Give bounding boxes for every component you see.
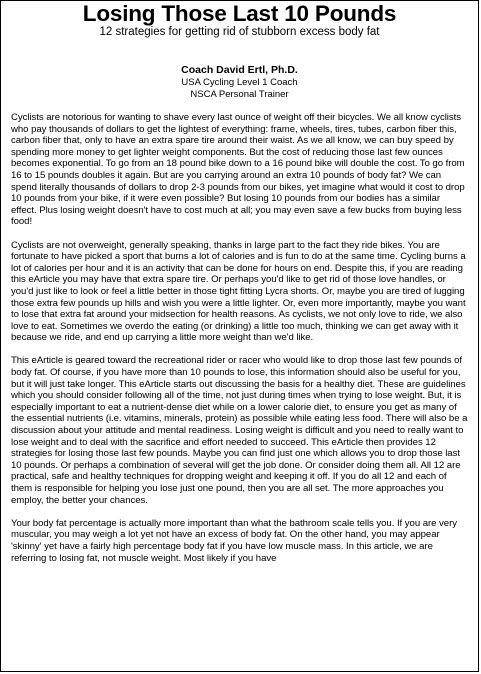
body-paragraph: This eArticle is geared toward the recreational rider or racer who would like to drop those last few pounds of body fat. Of course, if you have more than 10 pounds to lose, this information should also be useful for you, but it will just take longer. This eArticle starts out discussing the basis for a healthy diet. These are guidelines which you should consider following all of the time, not just during times when trying to lose weight. But, it is especially important to eat a nutrient-dense diet while on a lower calorie diet, to ensure you get as many of the essential nutrients (i.e. vitamins, minerals, protein) as possible while eating less food. There will also be a discussion about your attitude and mental readiness. Losing weight is difficult and you need to really want to lose weight and to deal with the sacrifice and effort needed to succeed. This eArticle then provides 12 strategies for losing those last few pounds. Maybe you can find just one which allows you to drop those last 10 pounds. Or perhaps a combination of several will get the job done. Or consider doing them all. All 12 are practical, safe and healthy techniques for dropping weight and keeping it off. If you do all 12 and each of them is responsible for helping you lose just one pound, then you are all set. The more approaches you employ, the better your chances. [11, 355, 468, 506]
document-subtitle: 12 strategies for getting rid of stubborn excess body fat [99, 26, 380, 38]
article-body [11, 112, 468, 564]
author-block [11, 64, 468, 101]
author-credential: NSCA Personal Trainer [190, 89, 289, 100]
body-paragraph: Cyclists are notorious for wanting to shave every last ounce of weight off their bicycles. We all know cyclists who pay thousands of dollars to get the lightest of everything: frame, wheels, tires, tubes, carbon fiber this, carbon fiber that, only to have an extra spare tire around their waist. As we all know, we can buy speed by spending more money to get lighter weight components. But the cost of reducing those last few ounces becomes exponential. To go from an 18 pound bike down to a 16 pound bike will double the cost. To go from 16 to 15 pounds doubles it again. But are you carrying around an extra 10 pounds of body fat? We can spend literally thousands of dollars to drop 2-3 pounds from our bikes, yet imagine what would it cost to drop 10 pounds from your bike, if it were even possible? But losing 10 pounds from our bodies has a similar effect. Plus losing weight doesn't have to cost much at all; you may even save a few bucks from buying less food! [11, 112, 465, 228]
document-title: Losing Those Last 10 Pounds [82, 1, 397, 26]
body-paragraph: Your body fat percentage is actually more important than what the bathroom scale tells you. If you are very muscular, you may weigh a lot yet not have an excess of body fat. On the other hand, you may appear 'skinny' yet have a fairly high percentage body fat if you have low muscle mass. In this article, we are referring to losing fat, not muscle weight. Most likely if you have [11, 517, 457, 564]
author-credential: USA Cycling Level 1 Coach [181, 77, 298, 88]
author-name: Coach David Ertl, Ph.D. [181, 64, 298, 76]
body-paragraph: Cyclists are not overweight, generally speaking, thanks in large part to the fact they ride bikes. You are fortunate to have picked a sport that burns a lot of calories and is fun to do at the same time. Cycling burns a lot of calories per hour and it is an activity that can be done for hours on end. Despite this, if you are reading this eArticle you may have that extra spare tire. Or perhaps you'd like to get rid of those love handles, or you'd just like to look or feel a little better in those tight fitting Lycra shorts. Or, maybe you are tired of lugging those extra few pounds up hills and wish you were a little lighter. Or, even more importantly, maybe you want to lose that extra fat around your midsection for health reasons. As cyclists, we not only love to ride, we also love to eat. Sometimes we overdo the eating (or drinking) a little too much, thinking we can get away with it because we ride, and end up carrying a little more weight than we'd like. [11, 239, 466, 344]
